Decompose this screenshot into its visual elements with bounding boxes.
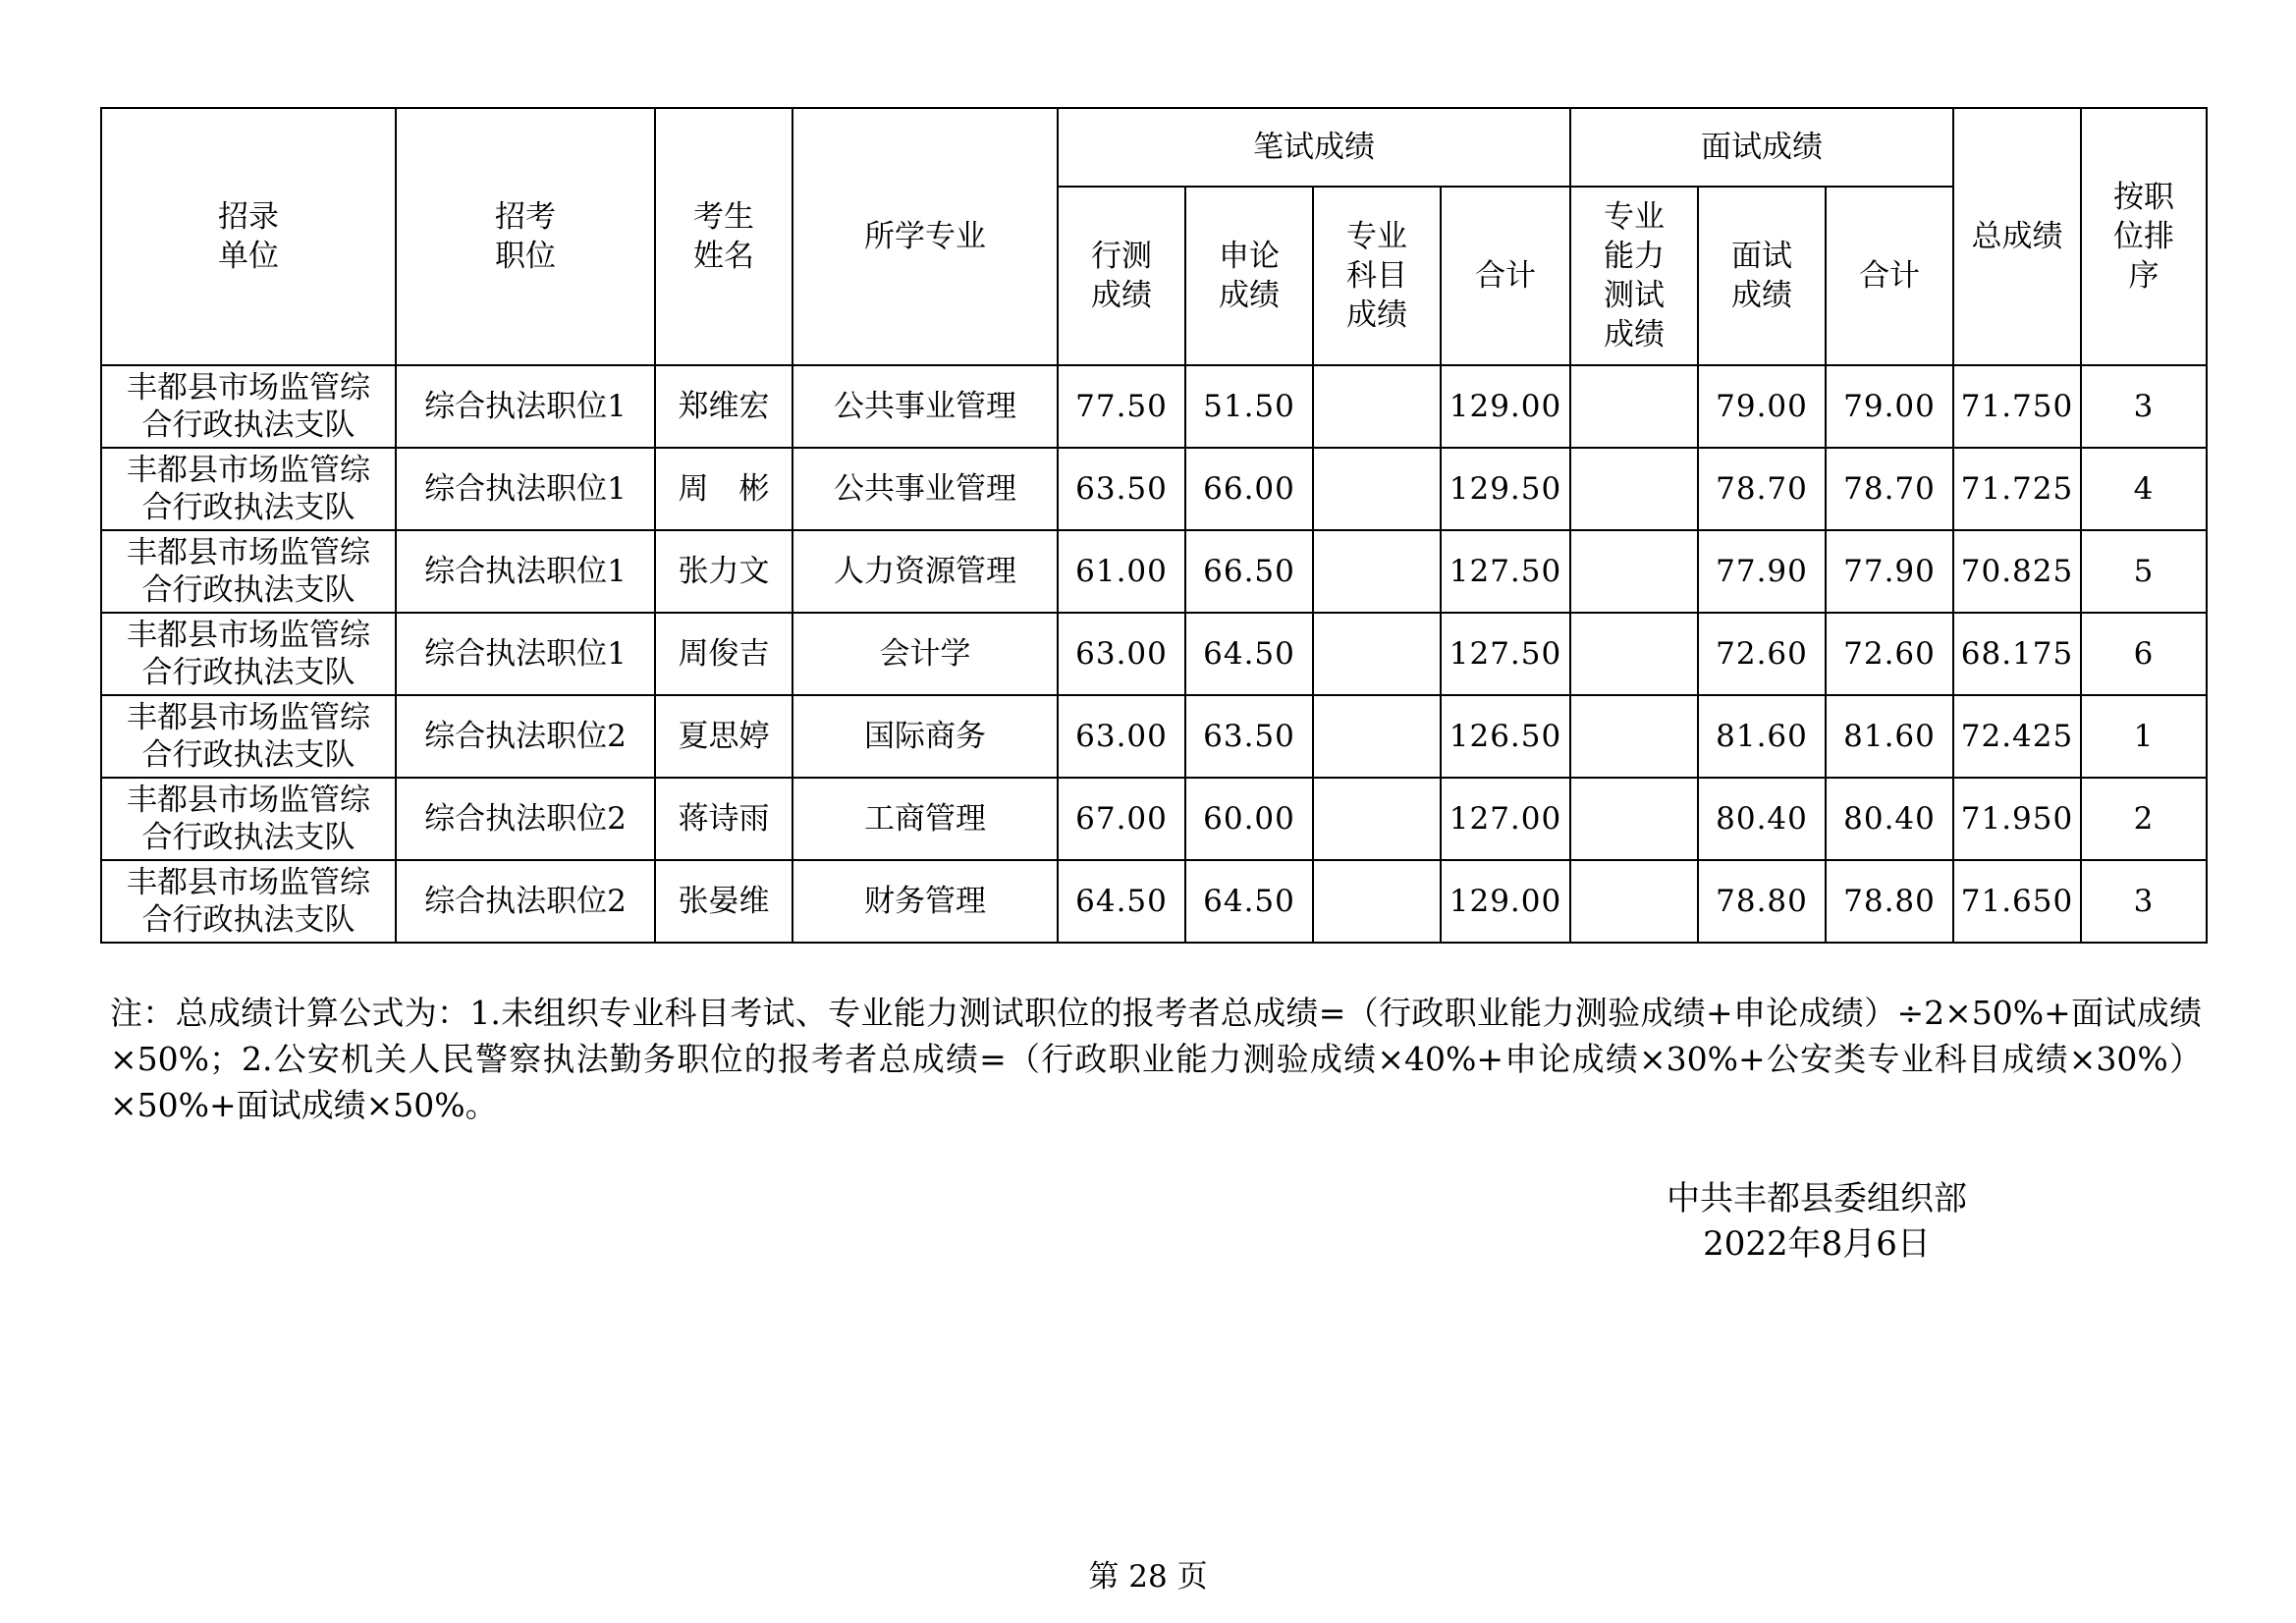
cell-written-total: 127.50: [1441, 530, 1570, 613]
cell-unit: [101, 695, 396, 778]
header-name: [655, 108, 793, 365]
cell-unit-line1: 丰都县市场监管综: [127, 535, 370, 570]
header-shenlun-line2: 成绩: [1219, 278, 1280, 313]
header-ability-line2: 能力: [1604, 239, 1665, 274]
cell-rank: 4: [2081, 448, 2207, 530]
cell-ability: [1570, 448, 1698, 530]
header-xingce-line2: 成绩: [1091, 278, 1152, 313]
cell-name: 周俊吉: [655, 613, 793, 695]
cell-ability: [1570, 530, 1698, 613]
header-rank: [2081, 108, 2207, 365]
table-row: [101, 448, 2207, 530]
signature-date: 2022年8月6日: [1703, 1224, 1931, 1264]
cell-ability: [1570, 695, 1698, 778]
cell-interview: 77.90: [1698, 530, 1826, 613]
cell-unit-line1: 丰都县市场监管综: [127, 865, 370, 900]
cell-written-total: 129.00: [1441, 860, 1570, 943]
cell-interview-total: 77.90: [1826, 530, 1953, 613]
cell-interview-total: 78.80: [1826, 860, 1953, 943]
cell-xingce: 77.50: [1058, 365, 1185, 448]
header-shenlun-line1: 申论: [1219, 239, 1280, 274]
cell-overall: 71.750: [1953, 365, 2081, 448]
header-ability: [1570, 187, 1698, 365]
cell-interview: 81.60: [1698, 695, 1826, 778]
cell-major: 国际商务: [793, 695, 1058, 778]
cell-overall: 68.175: [1953, 613, 2081, 695]
cell-interview-total: 78.70: [1826, 448, 1953, 530]
cell-rank: 1: [2081, 695, 2207, 778]
header-unit-line2: 单位: [218, 239, 279, 274]
cell-unit-line2: 合行政执法支队: [141, 820, 355, 855]
cell-written-total: 127.00: [1441, 778, 1570, 860]
cell-name: 郑维宏: [655, 365, 793, 448]
header-xingce-line1: 行测: [1091, 239, 1152, 274]
cell-interview-total: 72.60: [1826, 613, 1953, 695]
cell-written-total: 127.50: [1441, 613, 1570, 695]
cell-position: 综合执法职位2: [396, 778, 655, 860]
header-name-line2: 姓名: [693, 239, 754, 274]
cell-overall: 71.950: [1953, 778, 2081, 860]
cell-xingce: 67.00: [1058, 778, 1185, 860]
cell-position: 综合执法职位1: [396, 448, 655, 530]
cell-major: 工商管理: [793, 778, 1058, 860]
cell-interview: 80.40: [1698, 778, 1826, 860]
header-rank-line1: 按职: [2113, 180, 2174, 215]
cell-unit-line2: 合行政执法支队: [141, 490, 355, 525]
cell-subject: [1313, 448, 1441, 530]
header-interview-total: 合计: [1826, 187, 1953, 365]
cell-shenlun: 63.50: [1185, 695, 1313, 778]
cell-xingce: 63.50: [1058, 448, 1185, 530]
header-xingce: [1058, 187, 1185, 365]
table-row: [101, 365, 2207, 448]
table-row: [101, 860, 2207, 943]
cell-unit-line2: 合行政执法支队: [141, 902, 355, 938]
cell-written-total: 129.00: [1441, 365, 1570, 448]
cell-unit: [101, 448, 396, 530]
cell-ability: [1570, 365, 1698, 448]
header-ability-line3: 测试: [1604, 278, 1665, 313]
signature-org: 中共丰都县委组织部: [1667, 1179, 1967, 1218]
header-written-group: 笔试成绩: [1058, 108, 1570, 187]
cell-name: 蒋诗雨: [655, 778, 793, 860]
cell-shenlun: 66.50: [1185, 530, 1313, 613]
cell-unit: [101, 613, 396, 695]
table-row: [101, 613, 2207, 695]
cell-unit: [101, 778, 396, 860]
header-rank-line3: 序: [2128, 258, 2159, 294]
cell-rank: 6: [2081, 613, 2207, 695]
cell-interview: 78.80: [1698, 860, 1826, 943]
cell-interview-total: 79.00: [1826, 365, 1953, 448]
cell-interview: 79.00: [1698, 365, 1826, 448]
header-shenlun: [1185, 187, 1313, 365]
header-subject-line1: 专业: [1346, 219, 1407, 254]
cell-ability: [1570, 778, 1698, 860]
header-name-line1: 考生: [693, 199, 754, 235]
cell-shenlun: 60.00: [1185, 778, 1313, 860]
cell-rank: 3: [2081, 365, 2207, 448]
cell-overall: 72.425: [1953, 695, 2081, 778]
cell-subject: [1313, 860, 1441, 943]
cell-xingce: 63.00: [1058, 695, 1185, 778]
header-interview-score-line2: 成绩: [1731, 278, 1792, 313]
cell-unit-line2: 合行政执法支队: [141, 572, 355, 608]
cell-ability: [1570, 613, 1698, 695]
header-subject: [1313, 187, 1441, 365]
cell-position: 综合执法职位2: [396, 860, 655, 943]
cell-unit-line1: 丰都县市场监管综: [127, 453, 370, 488]
formula-note: 注：总成绩计算公式为：1.未组织专业科目考试、专业能力测试职位的报考者总成绩=（行政职业能力测验成绩+申论成绩）÷2×50%+面试成绩×50%；2.公安机关人民警察执法勤务职位的报考者总成绩=（行政职业能力测验成绩×40%+申论成绩×30%+公安类专业科目成绩×30%）×50%+面试成绩×50%。: [110, 994, 2202, 1124]
cell-unit-line1: 丰都县市场监管综: [127, 618, 370, 653]
cell-unit: [101, 365, 396, 448]
cell-interview: 78.70: [1698, 448, 1826, 530]
header-unit: [101, 108, 396, 365]
cell-shenlun: 64.50: [1185, 860, 1313, 943]
cell-ability: [1570, 860, 1698, 943]
header-position-line1: 招考: [495, 199, 556, 235]
signature-block: [1650, 1176, 1984, 1267]
cell-unit-line2: 合行政执法支队: [141, 737, 355, 773]
cell-major: 公共事业管理: [793, 365, 1058, 448]
header-subject-line2: 科目: [1346, 258, 1407, 294]
cell-unit-line2: 合行政执法支队: [141, 407, 355, 443]
cell-unit-line2: 合行政执法支队: [141, 655, 355, 690]
cell-overall: 71.650: [1953, 860, 2081, 943]
header-rank-line2: 位排: [2113, 219, 2174, 254]
cell-shenlun: 66.00: [1185, 448, 1313, 530]
cell-name: 张晏维: [655, 860, 793, 943]
cell-name: 张力文: [655, 530, 793, 613]
header-subject-line3: 成绩: [1346, 298, 1407, 333]
cell-rank: 2: [2081, 778, 2207, 860]
table-row: [101, 778, 2207, 860]
cell-interview-total: 81.60: [1826, 695, 1953, 778]
cell-major: 财务管理: [793, 860, 1058, 943]
cell-subject: [1313, 365, 1441, 448]
cell-subject: [1313, 613, 1441, 695]
header-major: 所学专业: [793, 108, 1058, 365]
header-interview-score-line1: 面试: [1731, 239, 1792, 274]
header-unit-line1: 招录: [218, 199, 279, 235]
cell-position: 综合执法职位1: [396, 530, 655, 613]
score-table: [100, 107, 2208, 944]
cell-unit: [101, 860, 396, 943]
header-overall: 总成绩: [1953, 108, 2081, 365]
cell-xingce: 64.50: [1058, 860, 1185, 943]
cell-subject: [1313, 695, 1441, 778]
cell-rank: 5: [2081, 530, 2207, 613]
cell-major: 人力资源管理: [793, 530, 1058, 613]
table-row: [101, 695, 2207, 778]
header-ability-line4: 成绩: [1604, 317, 1665, 352]
cell-position: 综合执法职位2: [396, 695, 655, 778]
cell-rank: 3: [2081, 860, 2207, 943]
cell-name: 周 彬: [655, 448, 793, 530]
cell-position: 综合执法职位1: [396, 613, 655, 695]
cell-major: 会计学: [793, 613, 1058, 695]
cell-subject: [1313, 530, 1441, 613]
page-number: 第 28 页: [1088, 1559, 1208, 1595]
cell-written-total: 126.50: [1441, 695, 1570, 778]
cell-unit-line1: 丰都县市场监管综: [127, 783, 370, 818]
cell-subject: [1313, 778, 1441, 860]
cell-shenlun: 51.50: [1185, 365, 1313, 448]
cell-unit-line1: 丰都县市场监管综: [127, 700, 370, 735]
cell-written-total: 129.50: [1441, 448, 1570, 530]
header-written-total: 合计: [1441, 187, 1570, 365]
cell-interview: 72.60: [1698, 613, 1826, 695]
header-interview-score: [1698, 187, 1826, 365]
header-interview-group: 面试成绩: [1570, 108, 1953, 187]
cell-unit-line1: 丰都县市场监管综: [127, 370, 370, 406]
cell-xingce: 63.00: [1058, 613, 1185, 695]
header-ability-line1: 专业: [1604, 199, 1665, 235]
cell-overall: 71.725: [1953, 448, 2081, 530]
cell-shenlun: 64.50: [1185, 613, 1313, 695]
table-row: [101, 530, 2207, 613]
header-position-line2: 职位: [495, 239, 556, 274]
cell-xingce: 61.00: [1058, 530, 1185, 613]
cell-interview-total: 80.40: [1826, 778, 1953, 860]
header-position: [396, 108, 655, 365]
cell-major: 公共事业管理: [793, 448, 1058, 530]
cell-name: 夏思婷: [655, 695, 793, 778]
cell-overall: 70.825: [1953, 530, 2081, 613]
cell-unit: [101, 530, 396, 613]
cell-position: 综合执法职位1: [396, 365, 655, 448]
